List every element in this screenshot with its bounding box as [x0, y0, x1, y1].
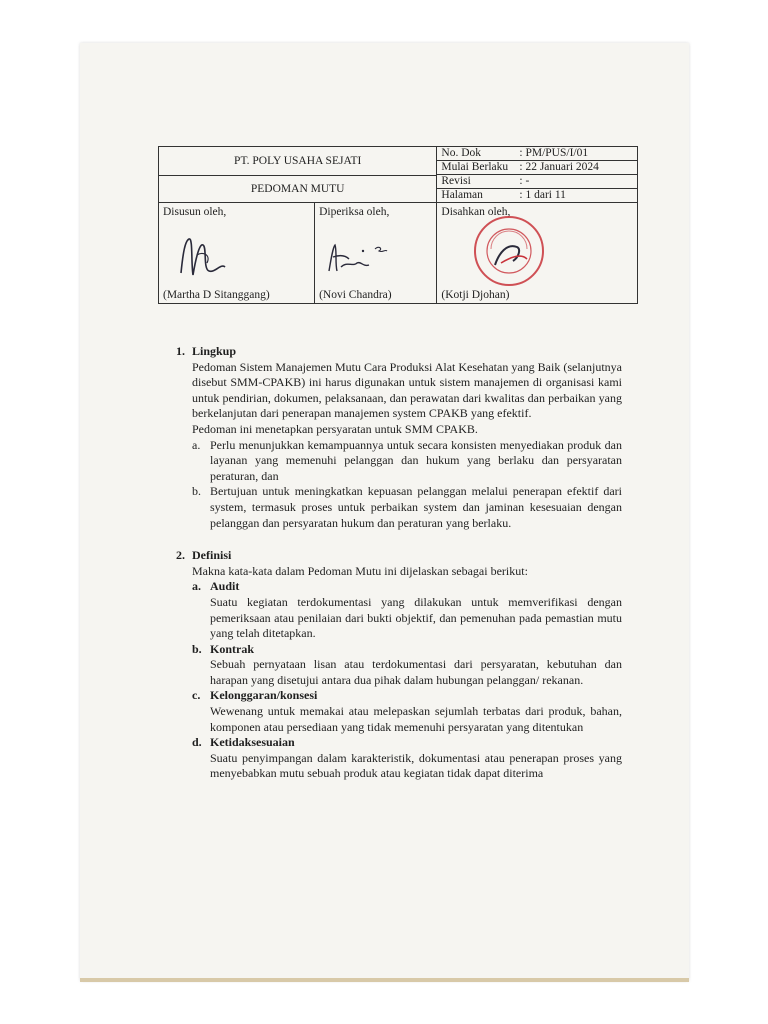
company-name: PT. POLY USAHA SEJATI	[159, 147, 437, 176]
company-stamp-icon	[471, 213, 547, 289]
definition-term	[192, 579, 622, 595]
section-heading	[176, 344, 622, 360]
signature-cell-reviewed	[315, 203, 437, 304]
section-heading	[176, 548, 622, 564]
signature-label: Diperiksa oleh,	[319, 206, 390, 218]
definition-body: Sebuah pernyataan lisan atau terdokumentasi dari persyaratan, kebutuhan dan harapan yang disetujui antara dua pihak dalam hubungan pelanggan/ rekanan.	[210, 657, 622, 687]
meta-row	[437, 147, 637, 161]
meta-row	[437, 161, 637, 175]
definition-term	[192, 642, 622, 658]
document-header-table	[158, 146, 638, 304]
meta-value: : 22 Januari 2024	[519, 161, 599, 173]
section-title: Lingkup	[192, 344, 237, 358]
signatory-name: (Kotji Djohan)	[441, 289, 510, 301]
signature-cell-approved	[437, 203, 638, 304]
meta-key: Mulai Berlaku	[441, 161, 509, 173]
list-item-text: Bertujuan untuk meningkatkan kepuasan pelanggan melalui penerapan efektif dari system, termasuk proses untuk perbaikan system dan jaminan kesesuaian dengan pelanggan dan persyaratan hukum dan peraturan yang berlaku.	[210, 484, 622, 530]
meta-value: : PM/PUS/I/01	[519, 147, 589, 159]
paragraph: Pedoman Sistem Manajemen Mutu Cara Produksi Alat Kesehatan yang Baik (selanjutnya disebut SMM-CPAKB) ini harus digunakan untuk sistem manajemen di organisasi kami untuk pendirian, dokumen, pelaksanaan, dan perawatan dari kwalitas dan perbaikan yang berkelanjutan dari penerapan manajemen system CPAKB yang efektif.	[192, 359, 622, 421]
meta-value: : 1 dari 11	[519, 189, 566, 201]
signature-label: Disahkan oleh,	[441, 206, 511, 218]
list-marker: a.	[192, 437, 201, 452]
meta-key: Halaman	[441, 189, 483, 201]
list-marker: b.	[192, 484, 201, 499]
definition-list	[176, 579, 622, 782]
meta-key: Revisi	[441, 175, 471, 187]
section-number: 2.	[176, 548, 185, 563]
term-label: Kontrak	[210, 641, 255, 656]
definition-term	[192, 735, 622, 751]
section-number: 1.	[176, 344, 185, 358]
meta-row	[437, 189, 637, 202]
definition-body: Wewenang untuk memakai atau melepaskan sejumlah terbatas dari produk, bahan, komponen atau persediaan yang tidak memenuhi persyaratan yang ditentukan	[210, 704, 622, 734]
term-label: Audit	[210, 579, 240, 594]
list-item	[192, 484, 622, 531]
document-title: PEDOMAN MUTU	[159, 176, 437, 203]
definition-term	[192, 688, 622, 704]
list-marker: a.	[192, 579, 201, 594]
signature-label: Disusun oleh,	[163, 206, 227, 218]
term-label: Kelonggaran/konsesi	[210, 688, 318, 703]
scope-list	[176, 438, 622, 532]
list-item	[192, 438, 622, 485]
list-marker: c.	[192, 688, 201, 703]
paragraph: Makna kata-kata dalam Pedoman Mutu ini dijelaskan sebagai berikut:	[192, 563, 528, 578]
page-edge	[80, 978, 689, 982]
signature-mark-icon	[323, 237, 393, 277]
document-body	[176, 344, 622, 782]
definition-body: Suatu kegiatan terdokumentasi yang dilakukan untuk memverifikasi dengan pemeriksaan atau penilaian dari bukti objektif, dan pemenuhan pada pemastian mutu yang telah ditetapkan.	[210, 594, 622, 641]
paragraph: Pedoman ini menetapkan persyaratan untuk SMM CPAKB.	[192, 421, 478, 436]
signature-mark-icon	[173, 233, 233, 281]
signatory-name: (Martha D Sitanggang)	[163, 289, 270, 301]
list-marker: d.	[192, 735, 202, 750]
term-label: Ketidaksesuaian	[210, 735, 295, 750]
section-title: Definisi	[192, 548, 232, 563]
meta-value: : -	[519, 175, 530, 187]
signature-cell-prepared	[159, 203, 315, 304]
document-meta	[437, 147, 638, 203]
list-marker: b.	[192, 641, 202, 656]
meta-row	[437, 175, 637, 189]
meta-key: No. Dok	[441, 147, 482, 159]
definition-body: Suatu penyimpangan dalam karakteristik, dokumentasi atau penerapan proses yang menyebabkan mutu sebuah produk atau kegiatan tidak dapat diterima	[210, 750, 622, 781]
document-page	[80, 43, 689, 981]
list-item-text: Perlu menunjukkan kemampuannya untuk secara konsisten menyediakan produk dan layanan yang memenuhi pelanggan dan hukum yang berlaku dan persyaratan peraturan, dan	[210, 437, 622, 483]
signatory-name: (Novi Chandra)	[319, 289, 392, 301]
